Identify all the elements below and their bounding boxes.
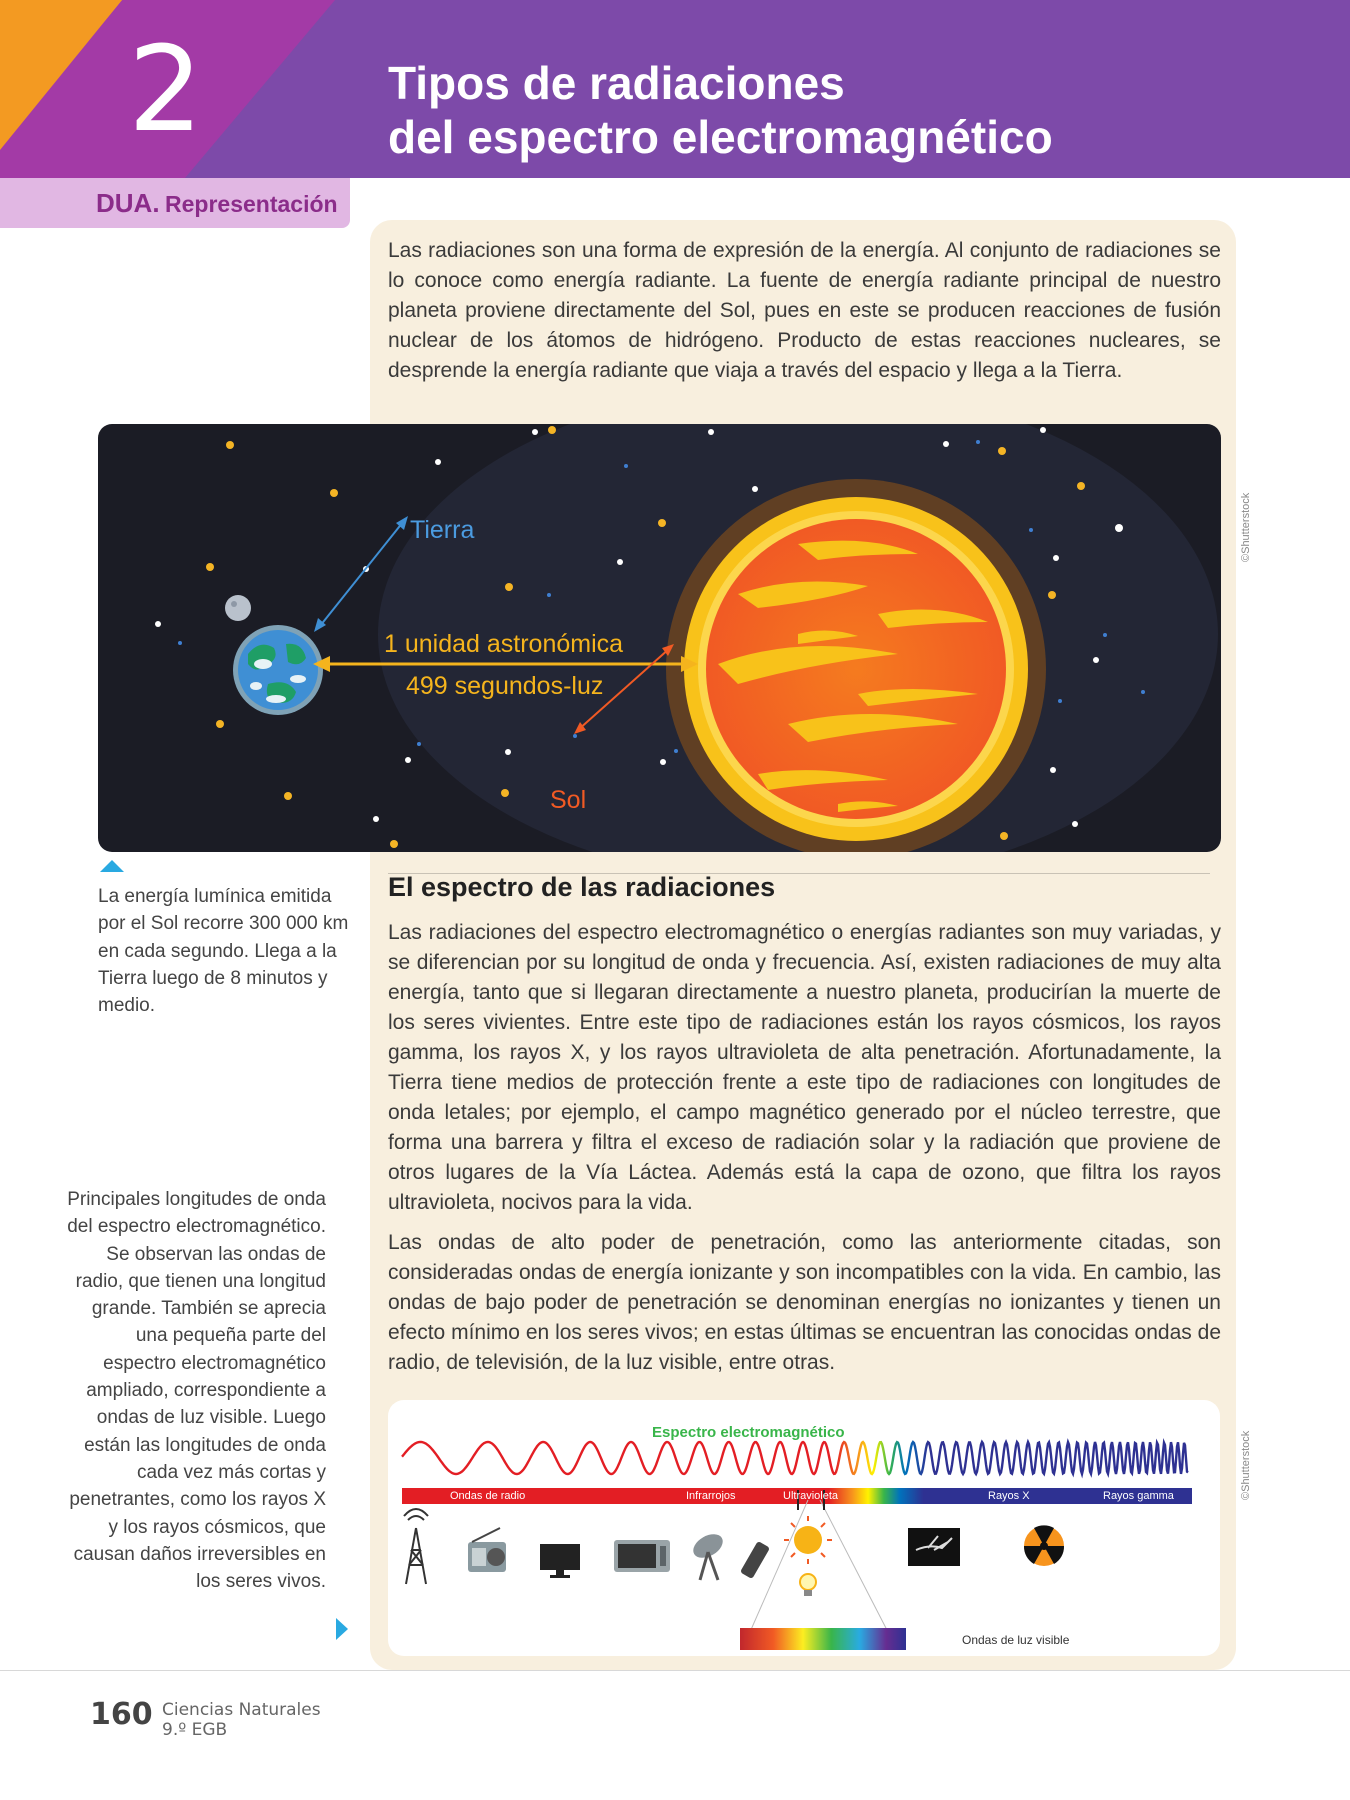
section-heading: El espectro de las radiaciones xyxy=(388,872,776,902)
page-title xyxy=(388,56,1053,164)
sun-earth-illustration xyxy=(98,424,1221,852)
band-ultraviolet: Ultravioleta xyxy=(783,1490,839,1502)
footer-divider xyxy=(0,1670,1350,1671)
microwave-icon xyxy=(614,1540,670,1572)
spectrum-title: Espectro electromagnético xyxy=(652,1424,845,1441)
television-icon xyxy=(540,1544,580,1578)
dua-category: Representación xyxy=(165,191,338,217)
earth-label: Tierra xyxy=(410,516,475,544)
spectrum-caption: Principales longitudes de onda del espectro electromagnético. Se observan las ondas de radio, que tienen una longitud grande. También se aprecia una pequeña parte del espectro electromagnético ampliado, correspondiente a ondas de luz visible. Luego están las longitudes de onda cada vez más cortas y penetrantes, como los rayos X y los rayos cósmicos, que causan daños irreversibles en los seres vivos. xyxy=(67,1189,326,1593)
distance-label: 1 unidad astronómica xyxy=(384,630,624,658)
sun-label: Sol xyxy=(550,786,587,814)
photo-credit: ©Shutterstock xyxy=(1240,492,1252,562)
section-paragraph-2: Las ondas de alto poder de penetración, como las anteriormente citadas, son consideradas ondas de energía ionizante y son incompatibles con la vida. En cambio, las ondas de bajo poder de penetración se denominan energías no ionizantes y tienen un efecto mínimo en los seres vivos; en estas últimas se encuentran las conocidas ondas de radio, de televisión, de la luz visible, entre otras. xyxy=(388,1231,1221,1374)
x-ray-hand-icon xyxy=(908,1528,960,1566)
band-xray: Rayos X xyxy=(988,1490,1030,1502)
title-line-2: del espectro electromagnético xyxy=(388,111,1053,163)
sun-icon xyxy=(666,479,1046,852)
sun-icon xyxy=(784,1516,832,1564)
band-radio: Ondas de radio xyxy=(450,1490,526,1502)
visible-light-label: Ondas de luz visible xyxy=(962,1633,1070,1647)
footer-subject: Ciencias Naturales xyxy=(162,1700,321,1720)
band-infrared: Infrarrojos xyxy=(686,1490,736,1502)
spectrum-credit: ©Shutterstock xyxy=(1240,1430,1252,1500)
chapter-number: 2 xyxy=(128,20,204,158)
light-bulb-icon xyxy=(800,1574,816,1596)
intro-paragraph: Las radiaciones son una forma de expresión de la energía. Al conjunto de radiaciones se lo conoce como energía radiante. La fuente de energía radiante principal de nuestro planeta proviene directamente del Sol, pues en este se producen reacciones de fusión nuclear de los átomos de hidrógeno. Producto de estas reacciones nucleares, se desprende la energía radiante que viaja a través del espacio y llega a la Tierra. xyxy=(388,239,1221,382)
radio-tower-icon xyxy=(404,1509,428,1584)
radiation-icon xyxy=(1024,1525,1064,1566)
chapter-header xyxy=(0,0,1350,178)
sun-caption: La energía lumínica emitida por el Sol recorre 300 000 km en cada segundo. Llega a la Tierra luego de 8 minutos y medio. xyxy=(98,886,349,1017)
remote-control-icon xyxy=(740,1541,770,1579)
title-line-1: Tipos de radiaciones xyxy=(388,57,845,109)
spectrum-figure xyxy=(388,1400,1220,1656)
page-number: 160 xyxy=(90,1697,153,1732)
satellite-dish-icon xyxy=(689,1529,727,1580)
time-label: 499 segundos-luz xyxy=(406,672,604,700)
caption-marker-icon xyxy=(98,858,128,872)
radio-icon xyxy=(468,1528,506,1572)
caption-pointer-icon xyxy=(334,1616,350,1642)
space-scene xyxy=(98,424,1221,852)
footer-grade: 9.º EGB xyxy=(162,1720,228,1740)
section-paragraph-1: Las radiaciones del espectro electromagnético o energías radiantes son muy variadas, y se diferencian por su longitud de onda y frecuencia. Así, existen radiaciones de muy alta energía, tanto que si llegaran directamente a nuestro planeta, producirían la muerte de los seres vivientes. Entre este tipo de radiaciones están los rayos cósmicos, los rayos gamma, los rayos X, y los rayos ultravioleta de alta penetración. Afortunadamente, la Tierra tiene medios de protección frente a este tipo de radiaciones con longitudes de onda letales; por ejemplo, el campo magnético generado por el núcleo terrestre, que forma una barrera y filtra el exceso de radiación solar y la radiación que proviene de otros lugares de la Vía Láctea. Además está la capa de ozono, que filtra los rayos ultravioleta, nocivos para la vida. xyxy=(388,921,1221,1214)
dua-tag xyxy=(0,178,350,228)
dua-label: DUA. xyxy=(96,188,160,218)
earth-icon xyxy=(233,625,323,715)
moon xyxy=(225,595,251,621)
band-gamma: Rayos gamma xyxy=(1103,1490,1174,1502)
